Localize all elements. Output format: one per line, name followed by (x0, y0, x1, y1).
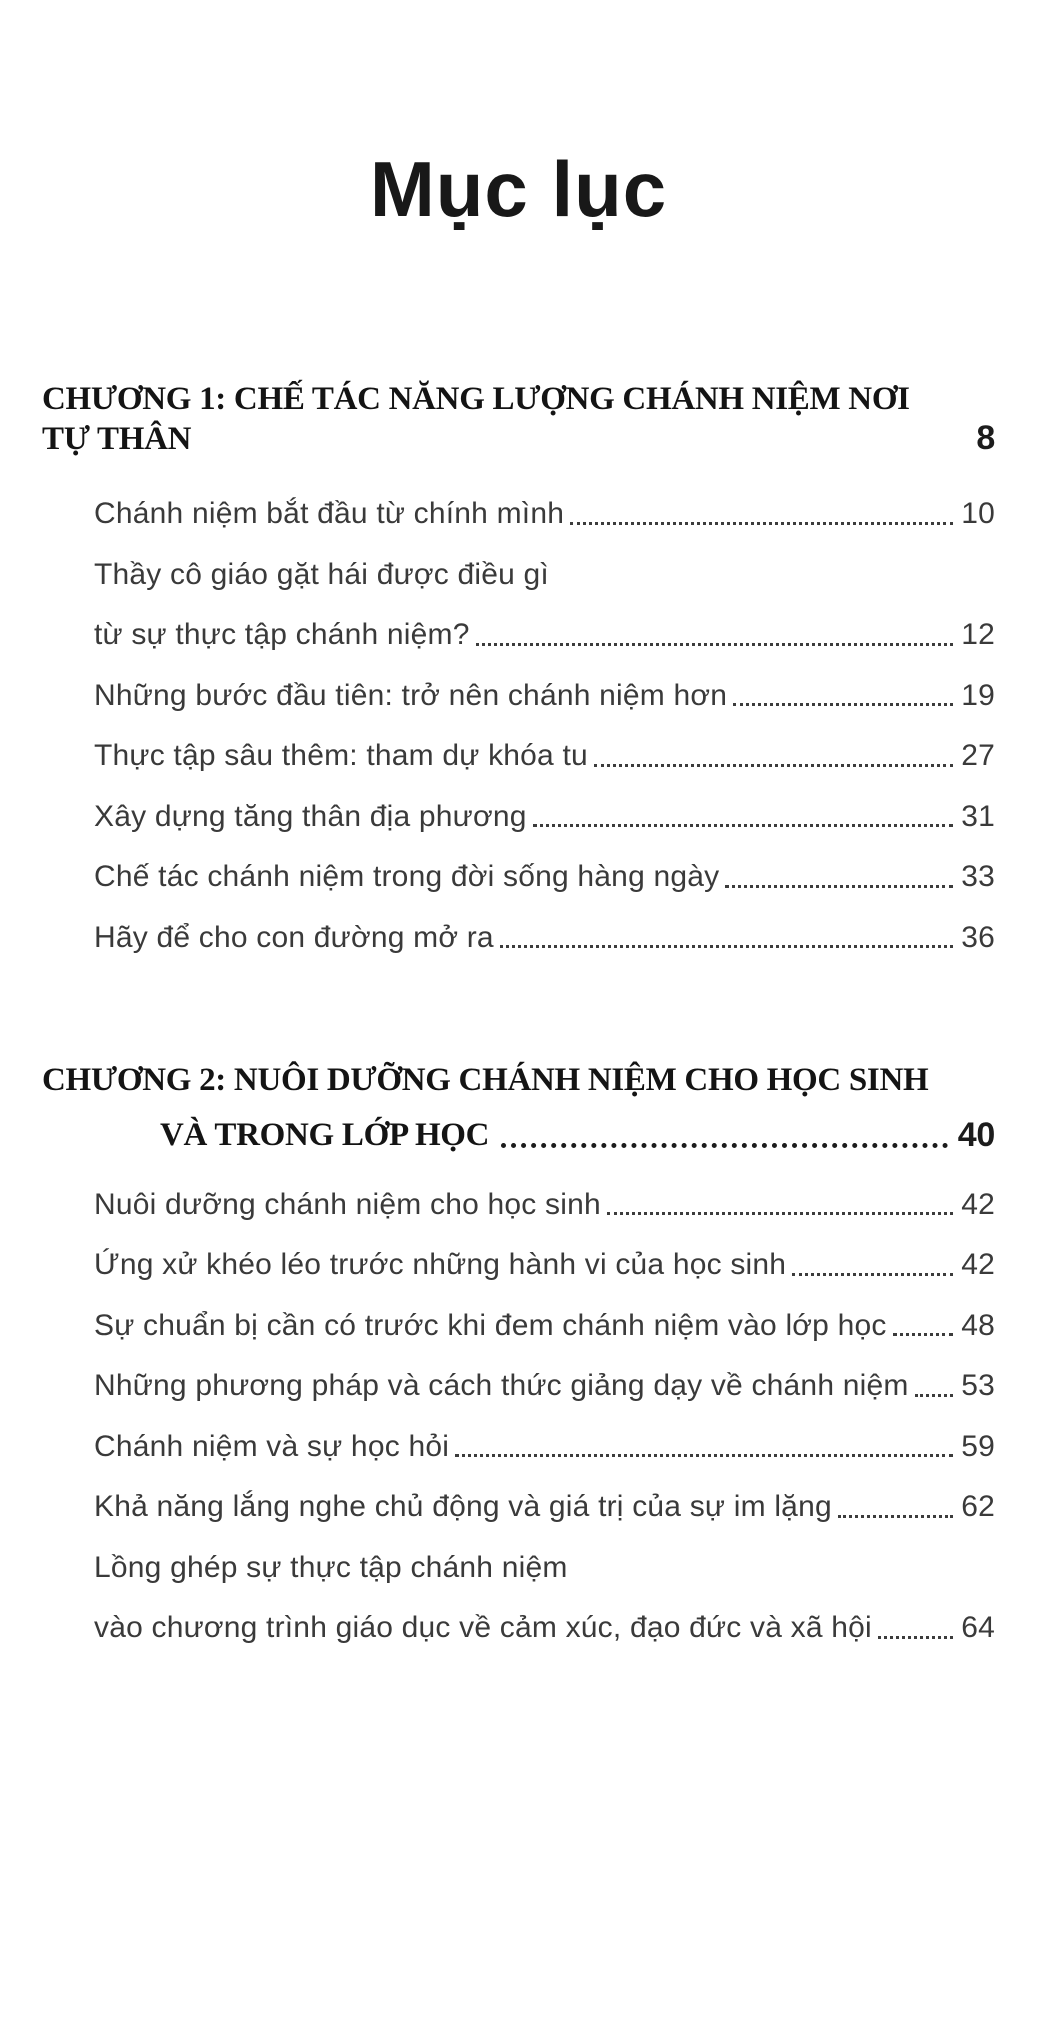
toc-entry (94, 1369, 995, 1404)
entry-page-number: 27 (961, 739, 995, 773)
chapter-1-heading (42, 380, 995, 459)
entry-text: Ứng xử khéo léo trước những hành vi của học sinh (94, 1248, 787, 1282)
entry-page-number: 53 (961, 1369, 995, 1403)
page-title: Mục lục (369, 145, 668, 233)
toc-entry (94, 1248, 995, 1283)
entry-page-number: 12 (961, 618, 995, 652)
entry-page-number: 42 (961, 1248, 995, 1282)
chapter-2-section (42, 1061, 995, 1645)
dot-leader (500, 945, 953, 948)
entry-page-number: 42 (961, 1187, 995, 1221)
toc-entry-wrap-line (94, 1551, 995, 1586)
entry-text: Những phương pháp và cách thức giảng dạy về chánh niệm (94, 1369, 909, 1403)
dot-leader (501, 1143, 948, 1148)
chapter-1-entries (94, 497, 995, 955)
toc-entry (94, 679, 995, 714)
toc-entry (94, 1430, 995, 1465)
entry-text: Chánh niệm và sự học hỏi (94, 1429, 450, 1463)
chapter-heading-text: CHƯƠNG 1: CHẾ TÁC NĂNG LƯỢNG CHÁNH NIỆM NƠI TỰ THÂN (42, 381, 910, 457)
entry-text: Nuôi dưỡng chánh niệm cho học sinh (94, 1187, 601, 1221)
chapter-2-entries (94, 1188, 995, 1646)
entry-page-number: 59 (961, 1429, 995, 1463)
entry-text: Khả năng lắng nghe chủ động và giá trị của sự im lặng (94, 1490, 832, 1524)
chapter-page-number: 8 (976, 419, 995, 458)
entry-page-number: 48 (961, 1308, 995, 1342)
entry-text: Những bước đầu tiên: trở nên chánh niệm hơn (94, 678, 728, 712)
entry-text: Chánh niệm bắt đầu từ chính mình (94, 497, 565, 531)
toc-entry (94, 497, 995, 532)
toc-entry (94, 1490, 995, 1525)
chapter-page-number: 40 (957, 1115, 995, 1154)
dot-leader (878, 1636, 953, 1639)
dot-leader (570, 522, 953, 525)
entry-text: Thực tập sâu thêm: tham dự khóa tu (94, 739, 588, 773)
entry-page-number: 31 (961, 799, 995, 833)
entry-page-number: 19 (961, 678, 995, 712)
chapter-2-heading (42, 1061, 995, 1155)
toc-entry (94, 618, 995, 653)
dot-leader (838, 1515, 953, 1518)
toc-entry (94, 1188, 995, 1223)
entry-page-number: 64 (961, 1611, 995, 1645)
entry-text: vào chương trình giáo dục về cảm xúc, đạo đức và xã hội (94, 1611, 872, 1645)
entry-text: Xây dựng tăng thân địa phương (94, 799, 527, 833)
dot-leader (594, 764, 953, 767)
toc-entry (94, 1611, 995, 1646)
entry-page-number: 62 (961, 1490, 995, 1524)
chapter-heading-line-1 (42, 1061, 995, 1101)
entry-text: từ sự thực tập chánh niệm? (94, 618, 470, 652)
dot-leader (476, 643, 954, 646)
entry-text: Thầy cô giáo gặt hái được điều gì (94, 557, 549, 591)
dot-leader (725, 885, 953, 888)
dot-leader (792, 1273, 953, 1276)
entry-text: Hãy để cho con đường mở ra (94, 920, 494, 954)
toc-entry (94, 800, 995, 835)
toc-entry-wrap-line (94, 558, 995, 593)
chapter-heading-line-2 (160, 1115, 995, 1156)
toc-entry (94, 739, 995, 774)
dot-leader (893, 1333, 954, 1336)
toc-entry (94, 1309, 995, 1344)
chapter-heading-text: VÀ TRONG LỚP HỌC (160, 1116, 490, 1153)
entry-text: Chế tác chánh niệm trong đời sống hàng ngày (94, 860, 720, 894)
entry-page-number: 10 (961, 497, 995, 531)
dot-leader (733, 703, 953, 706)
entry-text: Sự chuẩn bị cần có trước khi đem chánh niệm vào lớp học (94, 1308, 887, 1342)
toc-entry (94, 921, 995, 956)
entry-text: Lồng ghép sự thực tập chánh niệm (94, 1550, 568, 1584)
entry-page-number: 33 (961, 860, 995, 894)
chapter-heading-text: CHƯƠNG 2: NUÔI DƯỠNG CHÁNH NIỆM CHO HỌC SINH (42, 1062, 929, 1099)
toc-page (0, 145, 1063, 1646)
dot-leader (455, 1454, 953, 1457)
dot-leader (533, 824, 954, 827)
dot-leader (915, 1394, 954, 1397)
chapter-1-section (42, 380, 995, 955)
toc-entry (94, 860, 995, 895)
dot-leader (607, 1212, 953, 1215)
entry-page-number: 36 (961, 920, 995, 954)
